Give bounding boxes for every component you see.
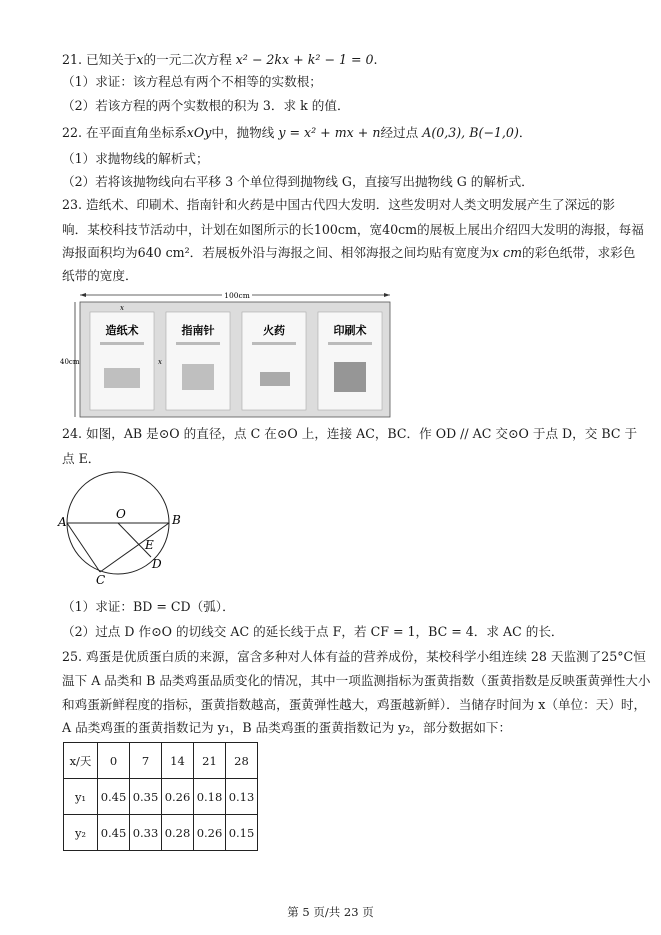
q24-line2: 点 E． bbox=[62, 451, 101, 466]
table-cell: 0.45 bbox=[98, 779, 130, 815]
label-a: A bbox=[58, 515, 67, 529]
q22-part1: （1）求抛物线的解析式； bbox=[62, 151, 209, 166]
circle-geometry-figure bbox=[56, 488, 196, 588]
q21-stem: 21. 已知关于x的一元二次方程 x² − 2kx + k² − 1 = 0. bbox=[62, 52, 378, 67]
table-cell: 7 bbox=[130, 743, 162, 779]
label-o: O bbox=[116, 507, 126, 521]
table-cell: 0.28 bbox=[162, 815, 194, 851]
length-label: 100cm bbox=[224, 291, 250, 300]
q21-part2: （2）若该方程的两个实数根的积为 3．求 k 的值． bbox=[62, 98, 350, 113]
label-e: E bbox=[145, 538, 154, 552]
table-cell: 0.26 bbox=[194, 815, 226, 851]
q25-line2: 温下 A 品类和 B 品类鸡蛋品质变化的情况，其中一项监测指标为蛋黄指数（蛋黄指数是反映蛋黄弹性大小 bbox=[62, 673, 651, 688]
table-row-y2 bbox=[64, 815, 258, 851]
page-footer: 第 5 页/共 23 页 bbox=[287, 905, 374, 919]
q23-line4: 纸带的宽度． bbox=[62, 268, 138, 283]
q25-line4: A 品类鸡蛋的蛋黄指数记为 y₁，B 品类鸡蛋的蛋黄指数记为 y₂，部分数据如下： bbox=[62, 720, 512, 735]
q21-equation: x² − 2kx + k² − 1 = 0 bbox=[235, 52, 374, 67]
table-cell: y₁ bbox=[64, 779, 98, 815]
poster-3 bbox=[242, 312, 306, 410]
q25-line1: 25. 鸡蛋是优质蛋白质的来源，富含多种对人体有益的营养成份，某校科学小组连续 28 天监测了25°C恒 bbox=[62, 649, 646, 664]
table-cell: 0.15 bbox=[226, 815, 258, 851]
table-cell: 0.33 bbox=[130, 815, 162, 851]
label-b: B bbox=[172, 513, 181, 527]
table-cell: x/天 bbox=[64, 743, 98, 779]
q24-part1: （1）求证：BD = CD（弧）． bbox=[62, 599, 235, 614]
table-row-y1 bbox=[64, 779, 258, 815]
table-cell: 0.35 bbox=[130, 779, 162, 815]
table-cell: y₂ bbox=[64, 815, 98, 851]
table-cell: 21 bbox=[194, 743, 226, 779]
q22-stem: 22. 在平面直角坐标系xOy中，抛物线 y = x² + mx + n经过点 A(0,3), B(−1,0)． bbox=[62, 125, 532, 140]
yolk-index-table bbox=[63, 742, 258, 851]
q23-line2: 响．某校科技节活动中，计划在如图所示的长100cm，宽40cm的展板上展出介绍四大发明的海报，每福 bbox=[62, 222, 644, 237]
poster-title-2: 指南针 bbox=[181, 324, 215, 337]
poster-title-4: 印刷术 bbox=[333, 324, 367, 337]
poster-title-3: 火药 bbox=[263, 324, 285, 337]
q22-points: A(0,3), B(−1,0) bbox=[422, 125, 519, 140]
table-cell: 0.13 bbox=[226, 779, 258, 815]
table-row-header bbox=[64, 743, 258, 779]
display-board-figure bbox=[60, 290, 394, 418]
table-cell: 0 bbox=[98, 743, 130, 779]
poster-2 bbox=[166, 312, 230, 410]
poster-4 bbox=[318, 312, 382, 410]
table-cell: 14 bbox=[162, 743, 194, 779]
table-cell: 0.45 bbox=[98, 815, 130, 851]
q22-part2: （2）若将该抛物线向右平移 3 个单位得到抛物线 G，直接写出抛物线 G 的解析式． bbox=[62, 174, 534, 189]
width-label: 40cm bbox=[60, 358, 80, 366]
table-cell: 0.18 bbox=[194, 779, 226, 815]
table-cell: 28 bbox=[226, 743, 258, 779]
label-d: D bbox=[152, 557, 162, 571]
label-c: C bbox=[96, 573, 106, 587]
poster-1 bbox=[90, 312, 154, 410]
x-label-gap: x bbox=[158, 358, 162, 366]
q21-part1: （1）求证：该方程总有两个不相等的实数根； bbox=[62, 74, 322, 89]
poster-title-1: 造纸术 bbox=[105, 324, 139, 337]
chord-ac bbox=[67, 523, 100, 572]
x-label-top: x bbox=[120, 304, 124, 312]
q24-line1: 24. 如图，AB 是⊙O 的直径，点 C 在⊙O 上，连接 AC，BC．作 OD // AC 交⊙O 于点 D，交 BC 于 bbox=[62, 426, 638, 441]
q24-part2: （2）过点 D 作⊙O 的切线交 AC 的延长线于点 F，若 CF = 1，BC = 4．求 AC 的长． bbox=[62, 624, 564, 639]
q23-line1: 23. 造纸术、印刷术、指南针和火药是中国古代四大发明．这些发明对人类文明发展产生了深远的影 bbox=[62, 197, 615, 212]
q23-line3: 海报面积均为640 cm²．若展板外沿与海报之间、相邻海报之间均贴有宽度为x cm的彩色纸带，求彩色 bbox=[62, 245, 636, 260]
q25-line3: 和鸡蛋新鲜程度的指标，蛋黄指数越高，蛋黄弹性越大，鸡蛋越新鲜）．当储存时间为 x（单位：天）时， bbox=[62, 697, 647, 712]
table-cell: 0.26 bbox=[162, 779, 194, 815]
